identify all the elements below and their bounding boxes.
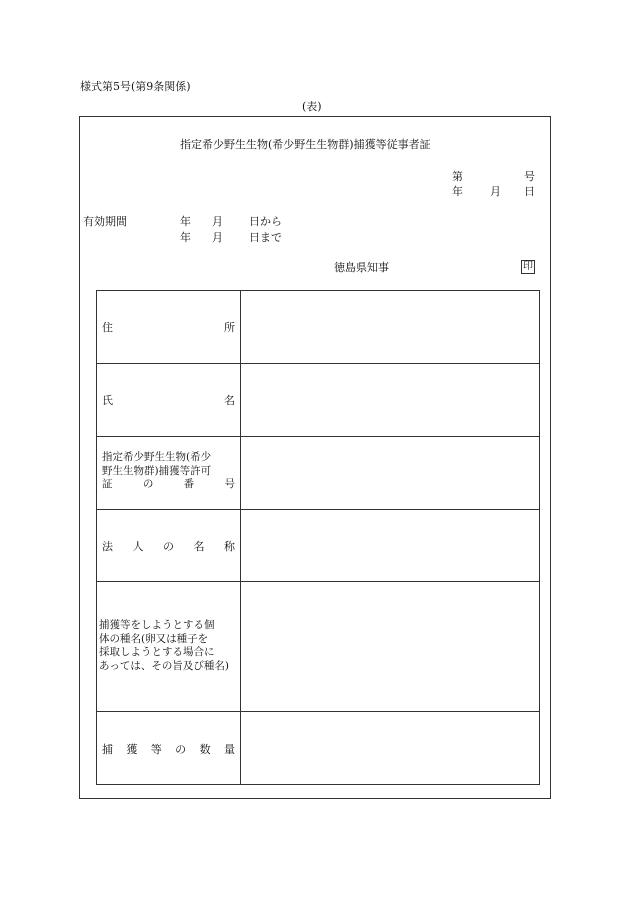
row-divider	[97, 711, 539, 712]
certificate-title: 指定希少野生生物(希少野生生物群)捕獲等従事者証	[180, 138, 431, 151]
row-divider	[97, 581, 539, 582]
quantity-label: 捕 獲 等 の 数 量	[102, 743, 235, 756]
validity-start-month: 月	[212, 215, 223, 228]
permit-number-label: 指定希少野生生物(希少 野生生物群)捕獲等許可 証 の 番 号	[102, 451, 235, 490]
species-label: 捕獲等をしようとする個 体の種名(卵又は種子を 採取しようとする場合に あっては、その旨及び種名)	[99, 619, 229, 672]
issue-date-month: 月	[490, 185, 501, 198]
validity-end-day: 日まで	[249, 231, 282, 244]
cert-number-suffix: 号	[524, 170, 535, 183]
validity-start-year: 年	[180, 215, 191, 228]
row-divider	[97, 363, 539, 364]
cert-number-prefix: 第	[452, 170, 463, 183]
issue-date-day: 日	[524, 185, 535, 198]
side-label: (表)	[302, 100, 322, 113]
issuer-name: 徳島県知事	[334, 261, 389, 274]
address-label: 住 所	[102, 321, 235, 334]
validity-end-month: 月	[212, 231, 223, 244]
row-divider	[97, 509, 539, 510]
issue-date-year: 年	[452, 185, 463, 198]
corporation-name-label: 法 人 の 名 称	[102, 540, 235, 553]
form-number: 様式第5号(第9条関係)	[80, 80, 191, 93]
row-divider	[97, 436, 539, 437]
validity-end-year: 年	[180, 231, 191, 244]
name-label: 氏 名	[102, 394, 235, 407]
validity-start-day: 日から	[249, 215, 282, 228]
details-table	[96, 290, 540, 785]
seal-mark: 印	[523, 261, 533, 272]
validity-label: 有効期間	[83, 215, 127, 228]
